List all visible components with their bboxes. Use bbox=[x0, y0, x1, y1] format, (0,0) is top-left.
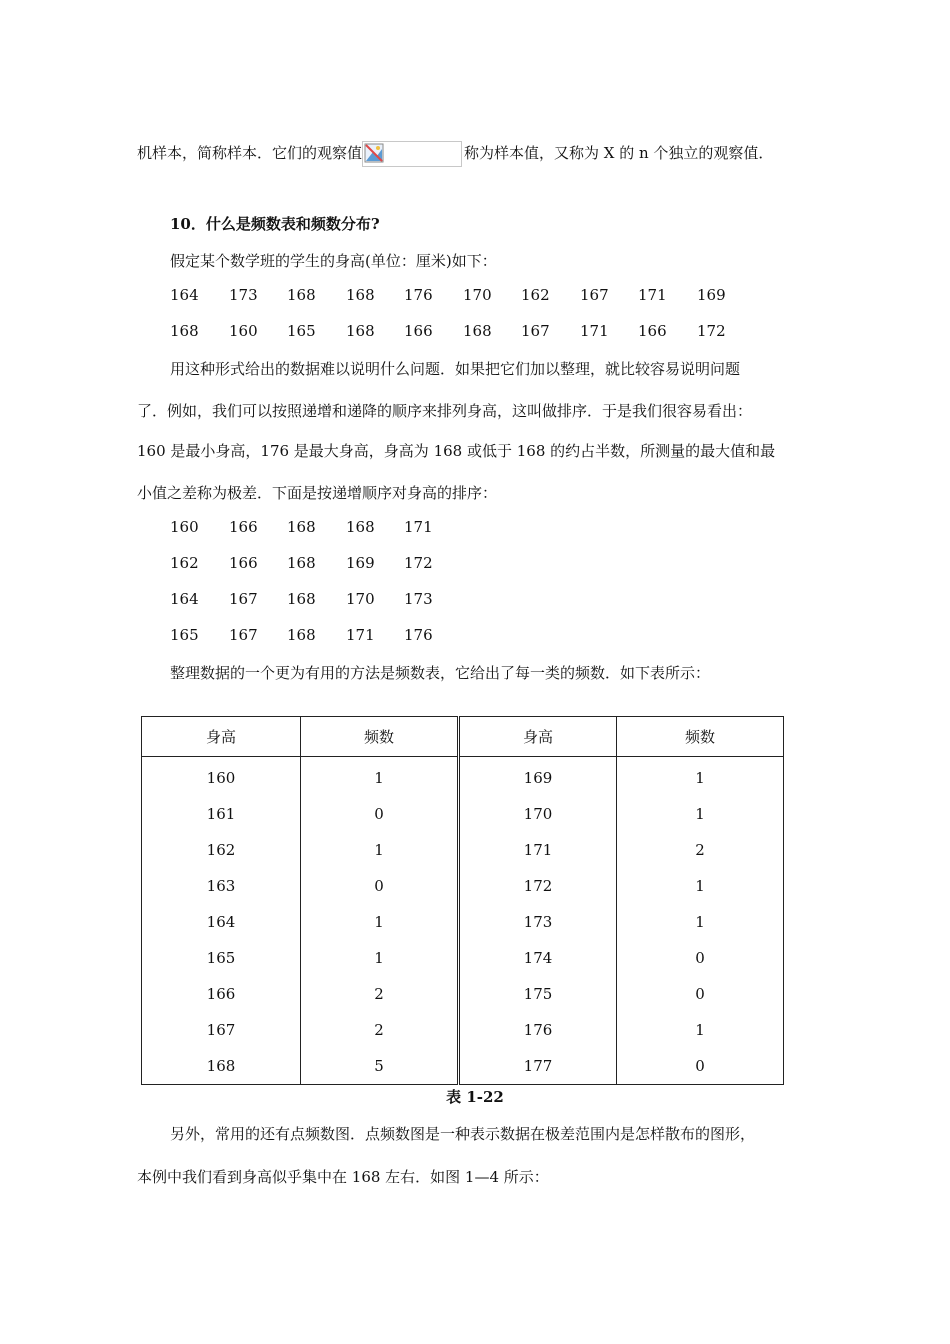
header-frequency-right: 频数 bbox=[617, 717, 784, 757]
raw-height: 169 bbox=[697, 286, 726, 304]
table-cell: 1 bbox=[617, 1012, 784, 1048]
raw-height: 164 bbox=[170, 286, 199, 304]
raw-height: 168 bbox=[346, 286, 375, 304]
table-cell: 169 bbox=[459, 757, 617, 797]
raw-height: 172 bbox=[697, 322, 726, 340]
header-height-right: 身高 bbox=[459, 717, 617, 757]
table-cell: 173 bbox=[459, 904, 617, 940]
sorted-height: 166 bbox=[229, 554, 258, 572]
sorted-height: 169 bbox=[346, 554, 375, 572]
raw-height: 167 bbox=[521, 322, 550, 340]
raw-height: 168 bbox=[346, 322, 375, 340]
raw-height: 160 bbox=[229, 322, 258, 340]
table-cell: 1 bbox=[617, 868, 784, 904]
paragraph-sample-values bbox=[137, 141, 773, 167]
sorted-height: 173 bbox=[404, 590, 433, 608]
broken-image-icon bbox=[364, 143, 384, 163]
table-cell: 0 bbox=[617, 976, 784, 1012]
table-header-row bbox=[142, 717, 784, 757]
raw-height: 165 bbox=[287, 322, 316, 340]
paragraph-line: 另外，常用的还有点频数图．点频数图是一种表示数据在极差范围内是怎样散布的图形， bbox=[170, 1125, 756, 1143]
sorted-height: 165 bbox=[170, 626, 199, 644]
sorted-height: 162 bbox=[170, 554, 199, 572]
raw-height: 166 bbox=[638, 322, 667, 340]
sorted-height: 166 bbox=[229, 518, 258, 536]
table-cell: 0 bbox=[301, 796, 459, 832]
sorted-height: 168 bbox=[287, 590, 316, 608]
table-cell: 1 bbox=[301, 832, 459, 868]
table-cell: 167 bbox=[142, 1012, 301, 1048]
sorted-height: 164 bbox=[170, 590, 199, 608]
table-cell: 161 bbox=[142, 796, 301, 832]
table-cell: 2 bbox=[301, 1012, 459, 1048]
table-cell: 1 bbox=[617, 904, 784, 940]
raw-height: 176 bbox=[404, 286, 433, 304]
table-row bbox=[142, 832, 784, 868]
raw-height: 170 bbox=[463, 286, 492, 304]
paragraph-line: 小值之差称为极差．下面是按递增顺序对身高的排序： bbox=[137, 484, 498, 502]
sorted-height: 170 bbox=[346, 590, 375, 608]
table-cell: 174 bbox=[459, 940, 617, 976]
table-cell: 160 bbox=[142, 757, 301, 797]
table-cell: 0 bbox=[617, 940, 784, 976]
header-height-left: 身高 bbox=[142, 717, 301, 757]
text-line1-b: 称为样本值，又称为 X 的 n 个独立的观察值． bbox=[464, 144, 774, 162]
sorted-height: 160 bbox=[170, 518, 199, 536]
table-cell: 1 bbox=[301, 757, 459, 797]
sorted-height: 172 bbox=[404, 554, 433, 572]
table-cell: 168 bbox=[142, 1048, 301, 1085]
sorted-height: 176 bbox=[404, 626, 433, 644]
raw-height: 171 bbox=[638, 286, 667, 304]
table-cell: 1 bbox=[301, 940, 459, 976]
table-row bbox=[142, 1012, 784, 1048]
table-caption: 表 1-22 bbox=[446, 1088, 504, 1106]
paragraph-line: 本例中我们看到身高似乎集中在 168 左右．如图 1—4 所示： bbox=[137, 1168, 549, 1186]
table-cell: 171 bbox=[459, 832, 617, 868]
paragraph-line: 了．例如，我们可以按照递增和递降的顺序来排列身高，这叫做排序．于是我们很容易看出： bbox=[137, 402, 753, 420]
sorted-height: 167 bbox=[229, 626, 258, 644]
paragraph-line: 整理数据的一个更为有用的方法是频数表，它给出了每一类的频数．如下表所示： bbox=[170, 664, 711, 682]
raw-height: 168 bbox=[287, 286, 316, 304]
sorted-height: 168 bbox=[287, 518, 316, 536]
table-row bbox=[142, 940, 784, 976]
table-row bbox=[142, 796, 784, 832]
table-row bbox=[142, 904, 784, 940]
frequency-table bbox=[141, 716, 784, 1085]
section-heading: 10．什么是频数表和频数分布? bbox=[170, 215, 380, 233]
table-cell: 177 bbox=[459, 1048, 617, 1085]
sorted-height: 168 bbox=[287, 626, 316, 644]
sorted-height: 171 bbox=[346, 626, 375, 644]
raw-height: 168 bbox=[463, 322, 492, 340]
table-cell: 164 bbox=[142, 904, 301, 940]
intro-text: 假定某个数学班的学生的身高(单位：厘米)如下： bbox=[170, 252, 497, 270]
raw-height: 167 bbox=[580, 286, 609, 304]
raw-height: 166 bbox=[404, 322, 433, 340]
table-row bbox=[142, 757, 784, 797]
table-cell: 166 bbox=[142, 976, 301, 1012]
header-frequency-left: 频数 bbox=[301, 717, 459, 757]
table-cell: 162 bbox=[142, 832, 301, 868]
broken-image-placeholder bbox=[362, 141, 462, 167]
table-row bbox=[142, 1048, 784, 1085]
table-cell: 175 bbox=[459, 976, 617, 1012]
table-cell: 172 bbox=[459, 868, 617, 904]
paragraph-line: 用这种形式给出的数据难以说明什么问题．如果把它们加以整理，就比较容易说明问题 bbox=[170, 360, 741, 378]
paragraph-line: 160 是最小身高，176 是最大身高，身高为 168 或低于 168 的约占半数，所测量的最大值和最 bbox=[137, 442, 776, 460]
table-cell: 170 bbox=[459, 796, 617, 832]
sorted-height: 171 bbox=[404, 518, 433, 536]
table-cell: 1 bbox=[617, 757, 784, 797]
table-row bbox=[142, 976, 784, 1012]
sorted-height: 168 bbox=[346, 518, 375, 536]
table-cell: 165 bbox=[142, 940, 301, 976]
table-row bbox=[142, 868, 784, 904]
table-cell: 0 bbox=[301, 868, 459, 904]
table-cell: 0 bbox=[617, 1048, 784, 1085]
table-cell: 2 bbox=[301, 976, 459, 1012]
table-cell: 163 bbox=[142, 868, 301, 904]
sorted-height: 167 bbox=[229, 590, 258, 608]
table-cell: 5 bbox=[301, 1048, 459, 1085]
raw-height: 171 bbox=[580, 322, 609, 340]
raw-height: 173 bbox=[229, 286, 258, 304]
table-cell: 176 bbox=[459, 1012, 617, 1048]
table-cell: 1 bbox=[617, 796, 784, 832]
raw-height: 168 bbox=[170, 322, 199, 340]
raw-height: 162 bbox=[521, 286, 550, 304]
sorted-height: 168 bbox=[287, 554, 316, 572]
text-line1-a: 机样本，简称样本．它们的观察值 bbox=[137, 144, 363, 162]
table-cell: 1 bbox=[301, 904, 459, 940]
table-cell: 2 bbox=[617, 832, 784, 868]
